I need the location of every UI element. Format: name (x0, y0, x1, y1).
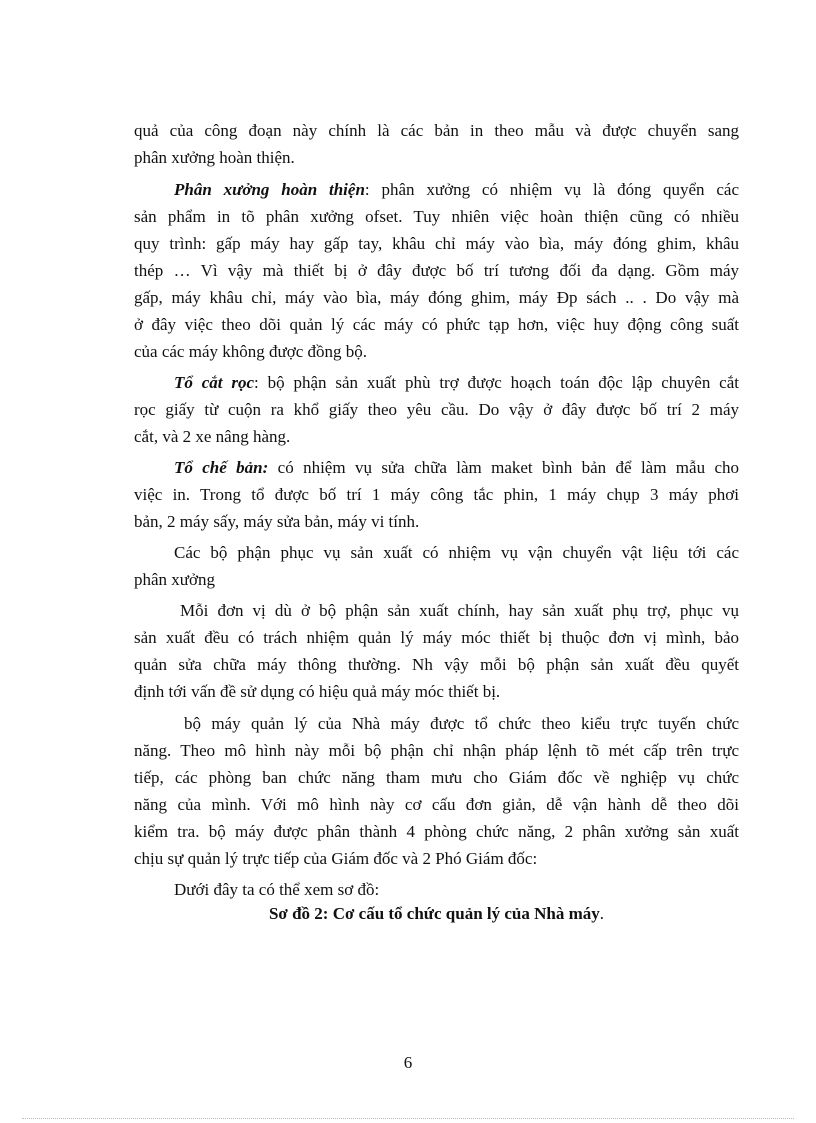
paragraph (134, 539, 739, 593)
text-run: : bộ phận sản xuất phù trợ được hoạch toán độc lập chuyên cắt (254, 373, 739, 392)
text-line: của các máy không được đồng bộ. (134, 342, 367, 361)
caption-text: Sơ đồ 2: Cơ cấu tổ chức quản lý của Nhà máy (268, 904, 600, 923)
text-line (134, 454, 739, 481)
paragraph (134, 369, 739, 450)
text-line: gấp, máy khâu chỉ, máy vào bìa, máy đóng ghim, máy Đp sách .. . Do vậy mà (134, 288, 739, 307)
paragraph (134, 710, 739, 872)
text-line: chịu sự quản lý trực tiếp của Giám đốc và 2 Phó Giám đốc: (134, 849, 538, 868)
text-line: năng. Theo mô hình này mỗi bộ phận chỉ nhận pháp lệnh tõ mét cấp trên trực (134, 741, 739, 760)
text-line: thép … Vì vậy mà thiết bị ở đây được bố trí tương đối đa dạng. Gồm máy (134, 261, 739, 280)
paragraph (134, 117, 739, 171)
text-line (134, 176, 739, 203)
text-line: sản phẩm in tõ phân xưởng ofset. Tuy nhiên việc hoàn thiện cũng có nhiều (134, 207, 739, 226)
text-line: Các bộ phận phục vụ sản xuất có nhiệm vụ vận chuyển vật liệu tới các (174, 543, 739, 562)
text-line: bộ máy quản lý của Nhà máy được tổ chức theo kiểu trực tuyến chức (184, 714, 739, 733)
text-line: cắt, và 2 xe nâng hàng. (134, 427, 291, 446)
paragraph (134, 176, 739, 365)
text-line: rọc giấy từ cuộn ra khổ giấy theo yêu cầu. Do vậy ở đây được bố trí 2 máy (134, 400, 739, 419)
text-line: bản, 2 máy sấy, máy sửa bản, máy vi tính. (134, 512, 420, 531)
caption-period: . (599, 904, 605, 923)
paragraph (134, 454, 739, 535)
text-line: quả của công đoạn này chính là các bản in theo mẫu và được chuyển sang (134, 121, 739, 140)
text-line: quản sửa chữa máy thông thường. Nh vậy mỗi bộ phận sản xuất đều quyết (134, 655, 739, 674)
text-line: năng của mình. Với mô hình này cơ cấu đơn giản, dễ vận hành dễ theo dõi (134, 795, 739, 814)
paragraph (134, 876, 739, 903)
text-line: quy trình: gấp máy hay gấp tay, khâu chỉ máy vào bìa, máy đóng ghim, khâu (134, 234, 739, 253)
text-line: Dưới đây ta có thể xem sơ đồ: (174, 880, 380, 899)
text-run: có nhiệm vụ sửa chữa làm maket bình bản để làm mẫu cho (268, 458, 739, 477)
section-heading: Phân xưởng hoàn thiện (174, 180, 365, 199)
figure-caption (134, 904, 739, 924)
text-line (134, 369, 739, 396)
text-line: tiếp, các phòng ban chức năng tham mưu cho Giám đốc về nghiệp vụ chức (134, 768, 739, 787)
section-heading: Tổ chế bản: (174, 458, 269, 477)
paragraph (134, 597, 739, 705)
text-line: sản xuất đều có trách nhiệm quản lý máy móc thiết bị thuộc đơn vị mình, bảo (134, 628, 739, 647)
text-line: việc in. Trong tổ được bố trí 1 máy công tắc phin, 1 máy chụp 3 máy phơi (134, 485, 739, 504)
text-line: ở đây việc theo dõi quản lý các máy có phức tạp hơn, việc huy động công suất (134, 315, 739, 334)
text-line: kiểm tra. bộ máy được phân thành 4 phòng chức năng, 2 phân xưởng sản xuất (134, 822, 739, 841)
text-line: phân xưởng hoàn thiện. (134, 148, 295, 167)
text-line: Mỗi đơn vị dù ở bộ phận sản xuất chính, hay sản xuất phụ trợ, phục vụ (180, 601, 739, 620)
section-heading: Tổ cắt rọc (174, 373, 255, 392)
text-line: phân xưởng (134, 570, 215, 589)
text-line: định tới vấn đề sử dụng có hiệu quả máy móc thiết bị. (134, 682, 501, 701)
text-run: : phân xưởng có nhiệm vụ là đóng quyển các (364, 180, 739, 199)
page-number: 6 (403, 1053, 413, 1072)
page-bottom-divider (22, 1118, 794, 1119)
